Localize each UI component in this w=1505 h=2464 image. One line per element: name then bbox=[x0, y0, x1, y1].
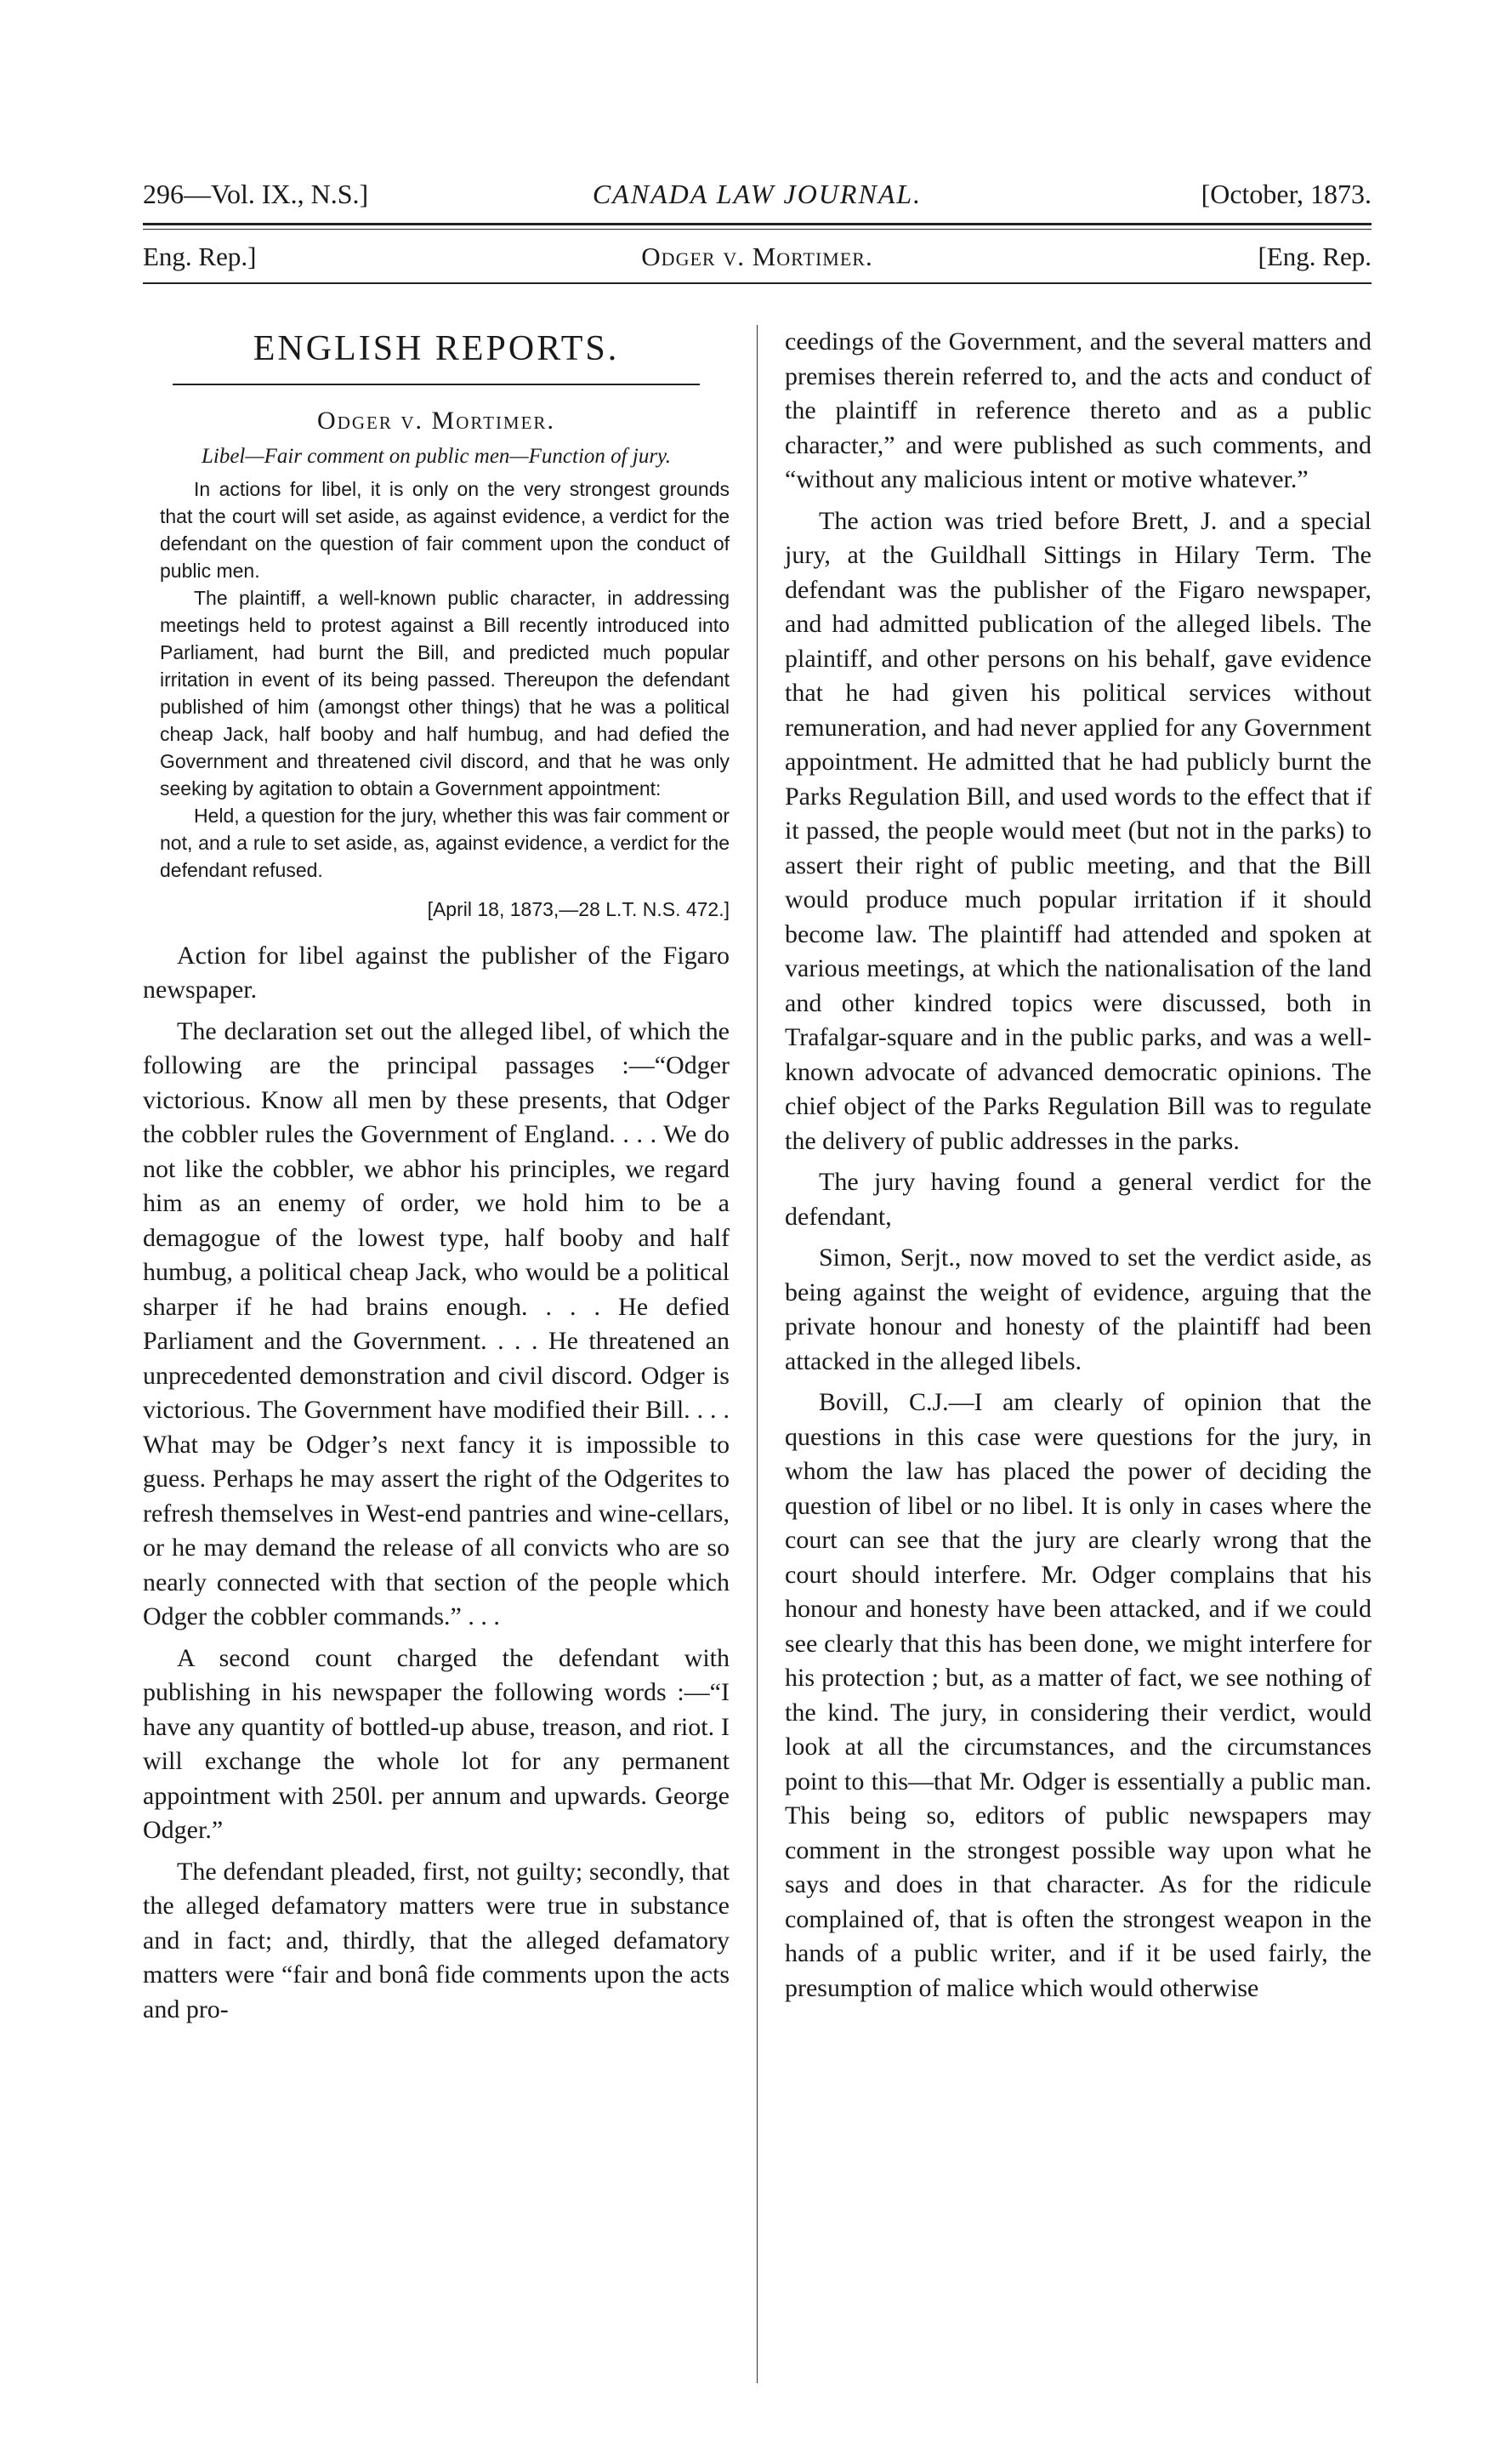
citation: [April 18, 1873,—28 L.T. N.S. 472.] bbox=[427, 898, 730, 920]
case-header bbox=[143, 242, 1372, 279]
report-label-left: Eng. Rep.] bbox=[143, 242, 257, 271]
body-paragraph: ceedings of the Government, and the several matters and premises therein referred to, and the acts and conduct of the plaintiff in reference thereto and as a public character,” and were published as such comments, and “without any malicious intent or motive whatever.” bbox=[785, 327, 1372, 493]
headnote: Held, a question for the jury, whether this was fair comment or not, and a rule to set aside, as, against evidence, a verdict for the defendant refused. bbox=[160, 805, 730, 881]
issue-date: [October, 1873. bbox=[1201, 179, 1372, 209]
header-rule bbox=[143, 223, 1372, 230]
left-column bbox=[143, 325, 730, 2027]
headnote: In actions for libel, it is only on the very strongest grounds that the court will set aside, as against evidence, a verdict for the defendant on the question of fair comment upon the conduct of public men. bbox=[160, 478, 730, 582]
body-paragraph: The declaration set out the alleged libel, of which the following are the principal passages :—“Odger victorious. Know all men by these presents, that Odger the cobbler rules the Government of England. . . . We do not like the cobbler, we abhor his principles, we regard him as an enemy of order, we hold him to be a demagogue of the lowest type, half booby and half humbug, a political cheap Jack, who would be a political sharper if he had brains enough. . . . He defied Parliament and the Government. . . . He threatened an unprecedented demonstration and civil discord. Odger is victorious. The Government have modified their Bill. . . . What may be Odger’s next fancy it is impossible to guess. Perhaps he may assert the right of the Odgerites to refresh themselves in West-end pantries and wine-cellars, or he may demand the release of all convicts who are so nearly connected with that section of the people which Odger the cobbler commands.” . . . bbox=[143, 1016, 730, 1630]
report-label-right: [Eng. Rep. bbox=[1258, 242, 1372, 271]
journal-title: CANADA LAW JOURNAL. bbox=[592, 179, 923, 209]
headnote: The plaintiff, a well-known public character, in addressing meetings held to protest against a Bill recently introduced into Parliament, had burnt the Bill, and predicted much popular irritation in event of its being passed. Thereupon the defendant published of him (amongst other things) that he was a political cheap Jack, half booby and half humbug, and had defied the Government and threatened civil discord, and that he was only seeking by agitation to obtain a Government appointment: bbox=[160, 587, 730, 800]
page bbox=[143, 179, 1372, 2390]
body-paragraph: The defendant pleaded, first, not guilty; secondly, that the alleged defamatory matters were true in substance and in fact; and, thirdly, that the alleged defamatory matters were “fair and bonâ fide comments upon the acts and pro- bbox=[143, 1857, 730, 2023]
column-divider bbox=[757, 325, 758, 2383]
page-info: 296—Vol. IX., N.S.] bbox=[143, 179, 369, 209]
body-paragraph: The action was tried before Brett, J. and a special jury, at the Guildhall Sittings in Hilary Term. The defendant was the publisher of the Figaro newspaper, and had admitted publication of the alleged libels. The plaintiff, and other persons on his behalf, gave evidence that he had given his political services without remuneration, and had never applied for any Government appointment. He admitted that he had publicly burnt the Parks Regulation Bill, and used words to the effect that if it passed, the people would meet (but not in the parks) to assert their right of public meeting, and that the Bill would produce much popular irritation if it should become law. The plaintiff had attended and spoken at various meetings, at which the nationalisation of the land and other kindred topics were discussed, both in Trafalgar-square and in the public parks, and was a well-known advocate of advanced democratic opinions. The chief object of the Parks Regulation Bill was to regulate the delivery of public addresses in the parks. bbox=[785, 506, 1372, 1155]
running-header bbox=[143, 179, 1372, 216]
case-title: Odger v. Mortimer. bbox=[317, 406, 555, 435]
body-paragraph: Simon, Serjt., now moved to set the verdict aside, as being against the weight of evidence, arguing that the private honour and honesty of the plaintiff had been attacked in the alleged libels. bbox=[785, 1243, 1372, 1375]
body-paragraph: A second count charged the defendant with publishing in his newspaper the following words :—“I have any quantity of bottled-up abuse, treason, and riot. I will exchange the whole lot for any permanent appointment with 250l. per annum and upwards. George Odger.” bbox=[143, 1643, 730, 1844]
section-rule bbox=[173, 384, 700, 385]
body-paragraph: The jury having found a general verdict for the defendant, bbox=[785, 1168, 1372, 1231]
subheader-rule bbox=[143, 282, 1372, 284]
body-columns bbox=[143, 325, 1372, 2383]
right-column bbox=[785, 325, 1372, 2006]
body-paragraph: Action for libel against the publisher of the Figaro newspaper. bbox=[143, 941, 730, 1004]
headnote-topic: Libel—Fair comment on public men—Function of jury. bbox=[201, 445, 672, 468]
case-header-title: Odger v. Mortimer. bbox=[641, 242, 873, 271]
body-paragraph: Bovill, C.J.—I am clearly of opinion that the questions in this case were questions for the jury, in whom the law has placed the power of deciding the question of libel or no libel. It is only in cases where the court can see that the jury are clearly wrong that the court should interfere. Mr. Odger complains that his honour and honesty have been attacked, and if we could see clearly that this has been done, we might interfere for his protection ; but, as a matter of fact, we see nothing of the kind. The jury, in considering their verdict, would look at all the circumstances, and the circumstances point to this—that Mr. Odger is essentially a public man. This being so, editors of public newspapers may comment in the strongest possible way upon what he says and does in that character. As for the ridicule complained of, that is often the strongest weapon in the hands of a public writer, and if it be used fairly, the presumption of malice which would otherwise bbox=[785, 1388, 1372, 2002]
section-title: ENGLISH REPORTS. bbox=[253, 329, 620, 368]
